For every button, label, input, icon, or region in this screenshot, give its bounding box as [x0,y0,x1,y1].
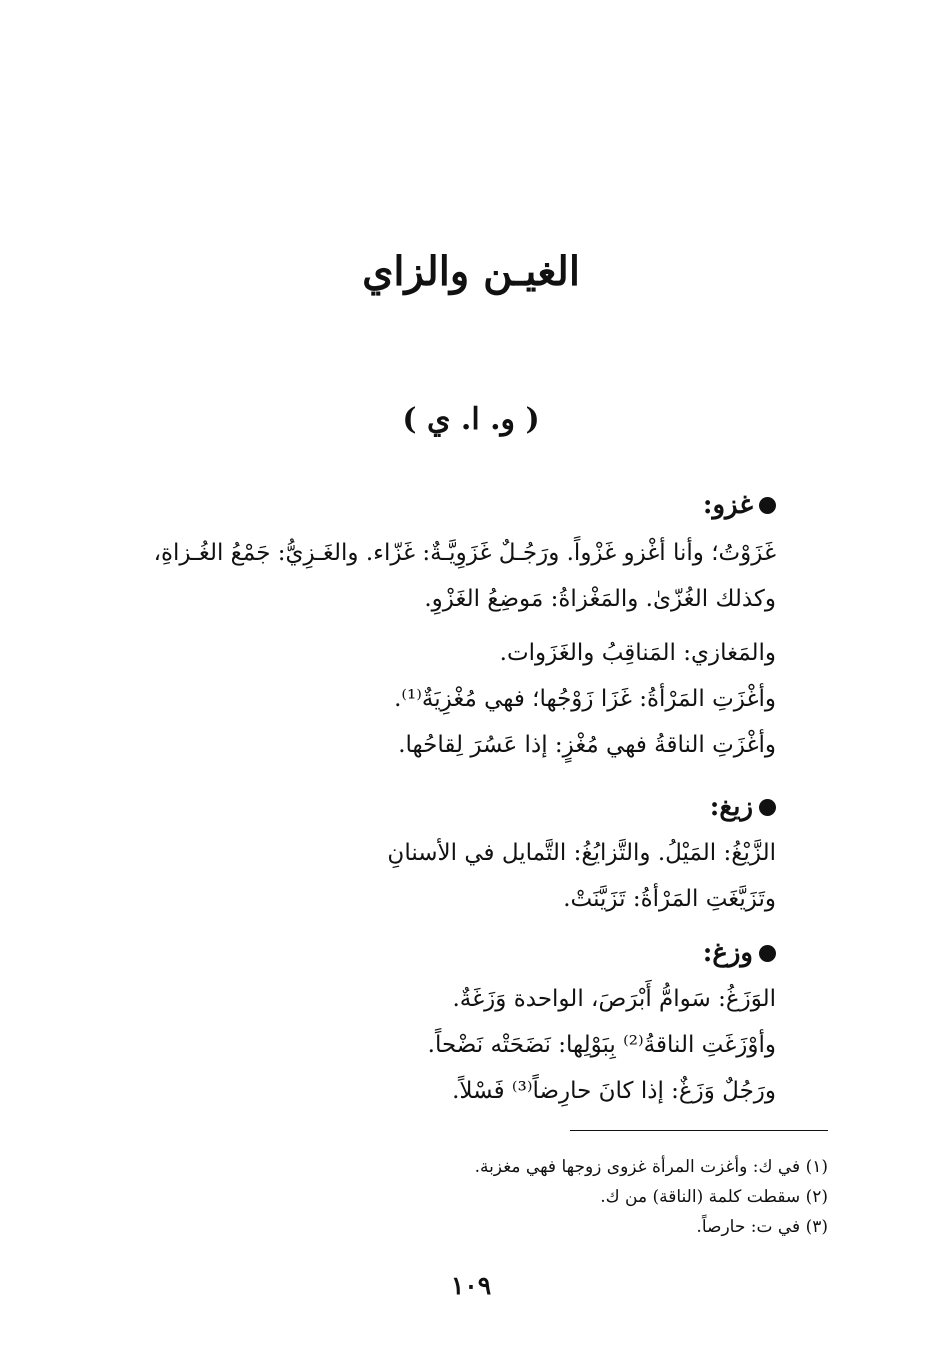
entry-line: وأغْزَتِ المَرْأةُ: غَزَا زَوْجُها؛ فهي مُغْزِيَةٌ⁽¹⁾. [394,686,776,712]
entry-line: وأوْزَغَتِ الناقةُ⁽²⁾ بِبَوْلِها: نَضَحَتْه نَضْحاً. [427,1032,776,1058]
entry-head [76,790,776,824]
entry-head [76,488,776,522]
footnote: (١) في ك: وأغزت المرأة غزوى زوجها فهي مغزبة. [474,1157,828,1177]
entry-line: الوَزَغُ: سَوامُّ أَبْرَصَ، الواحدة وَزَغَةٌ. [452,986,776,1012]
footnotes [228,1152,828,1242]
bullet-icon [759,497,776,514]
footnote: (٢) سقطت كلمة (الناقة) من ك. [600,1187,828,1207]
entry-line: وأغْزَتِ الناقةُ فهي مُغْزٍ: إذا عَسُرَ لِقاحُها. [398,732,776,758]
bullet-icon [759,799,776,816]
entry-wazagh [76,936,776,1114]
entry-headword: غزو: [702,490,753,520]
page-number: ١٠٩ [450,1271,492,1300]
root-heading: ( و. ا. ي ) [402,402,540,437]
entry-line: وكذلك الغُزّىٰ. والمَغْزاةُ: مَوضِعُ الغَزْوِ. [424,586,776,612]
entry-headword: زيغ: [709,792,753,822]
entry-line: الزَّيْغُ: المَيْلُ. والتَّزايُغُ: التَّمايل في الأسنانِ [387,840,776,866]
chapter-title: الغيـن والزاي [362,248,580,295]
entry-headword: وزغ: [702,938,753,968]
entry-head [76,936,776,970]
footnote-divider [570,1130,828,1131]
bullet-icon [759,945,776,962]
entry-line: وتَزَيَّغَتِ المَرْأةُ: تَزَيَّنَتْ. [563,886,776,912]
entry-ghazw [76,488,776,768]
footnote: (٣) في ت: حارصاً. [696,1217,828,1237]
entry-zaygh [76,790,776,922]
entry-line: ورَجُلٌ وَزَغٌ: إذا كانَ حارِضاً⁽³⁾ فَسْلاً. [452,1078,776,1104]
entry-line: والمَغازي: المَناقِبُ والغَزَوات. [499,640,776,666]
entry-line: غَزَوْتُ؛ وأنا أغْزو غَزْواً. ورَجُـلٌ غَزَوِيَّـةٌ: غَزّاء. والغَـزِيُّ: جَمْعُ الغُـزاةِ، [153,540,776,566]
